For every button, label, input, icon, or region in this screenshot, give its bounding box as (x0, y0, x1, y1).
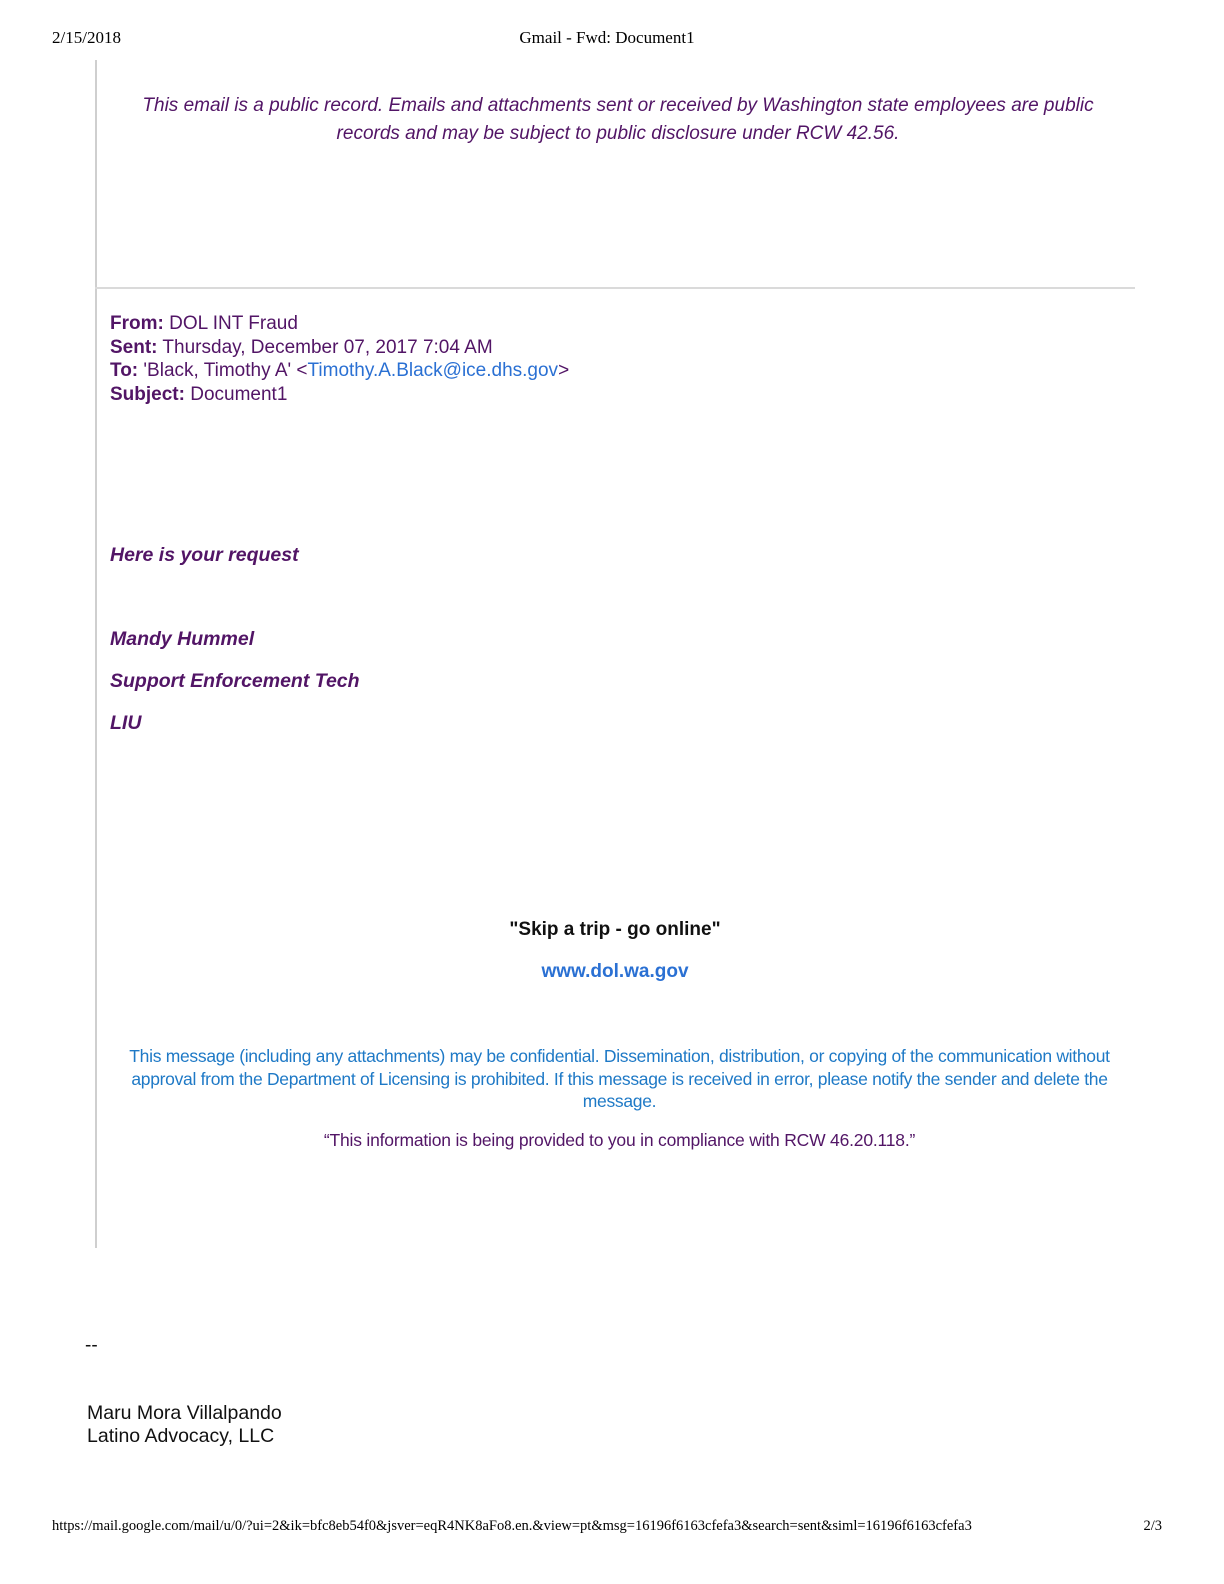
section-divider (95, 287, 1135, 289)
subject-value: Document1 (184, 383, 288, 405)
to-recipient: 'Black, Timothy A' (138, 360, 297, 381)
sent-value: Thursday, December 07, 2017 7:04 AM (157, 336, 493, 358)
compliance-notice: “This information is being provided to you in compliance with RCW 46.20.118.” (323, 1130, 916, 1150)
confidentiality-notice: This message (including any attachments) may be confidential. Dissemination, distribution, or copying of the communication without approval from the Department of Licensing is prohibited. If this message is received in error, please notify the sender and delete the message. (129, 1046, 1110, 1111)
to-label: To: (110, 360, 139, 381)
signature-separator: -- (85, 1335, 98, 1356)
print-title: Gmail - Fwd: Document1 (519, 28, 695, 47)
print-footer (52, 1518, 1162, 1535)
dol-tagline: "Skip a trip - go online" (509, 919, 721, 940)
meta-to-row (110, 359, 569, 383)
to-email-link[interactable]: Timothy.A.Black@ice.dhs.gov (307, 360, 559, 381)
subject-label: Subject: (110, 383, 185, 405)
sender-organization: Latino Advocacy, LLC (87, 1425, 275, 1447)
print-date: 2/15/2018 (52, 28, 121, 47)
from-value: DOL INT Fraud (163, 313, 298, 334)
dol-link-row (95, 961, 1135, 983)
meta-subject-row (110, 383, 569, 407)
signature-title: Support Enforcement Tech (110, 670, 360, 692)
dol-website-link[interactable]: www.dol.wa.gov (541, 961, 689, 982)
to-bracket-open: < (296, 360, 308, 381)
quote-left-border (95, 60, 97, 1248)
meta-sent-row (110, 336, 569, 360)
email-meta-block (110, 312, 569, 406)
request-line: Here is your request (110, 544, 299, 566)
footer-url: https://mail.google.com/mail/u/0/?ui=2&ik=bfc8eb54f0&jsver=eqR4NK8aFo8.en.&view=pt&msg=16196f6163cfefa3&search=sent&siml=16196f6163cfefa3 (52, 1518, 972, 1534)
public-record-notice: This email is a public record. Emails and attachments sent or received by Washington state employees are public records and may be subject to public disclosure under RCW 42.56. (142, 95, 1094, 144)
meta-from-row (110, 312, 569, 336)
sender-name: Maru Mora Villalpando (87, 1402, 282, 1424)
signature-unit: LIU (110, 712, 142, 734)
sent-label: Sent: (110, 336, 158, 358)
signature-name: Mandy Hummel (110, 628, 255, 650)
from-label: From: (110, 313, 164, 334)
page-number: 2/3 (1143, 1518, 1162, 1534)
to-bracket-close: > (558, 360, 570, 381)
